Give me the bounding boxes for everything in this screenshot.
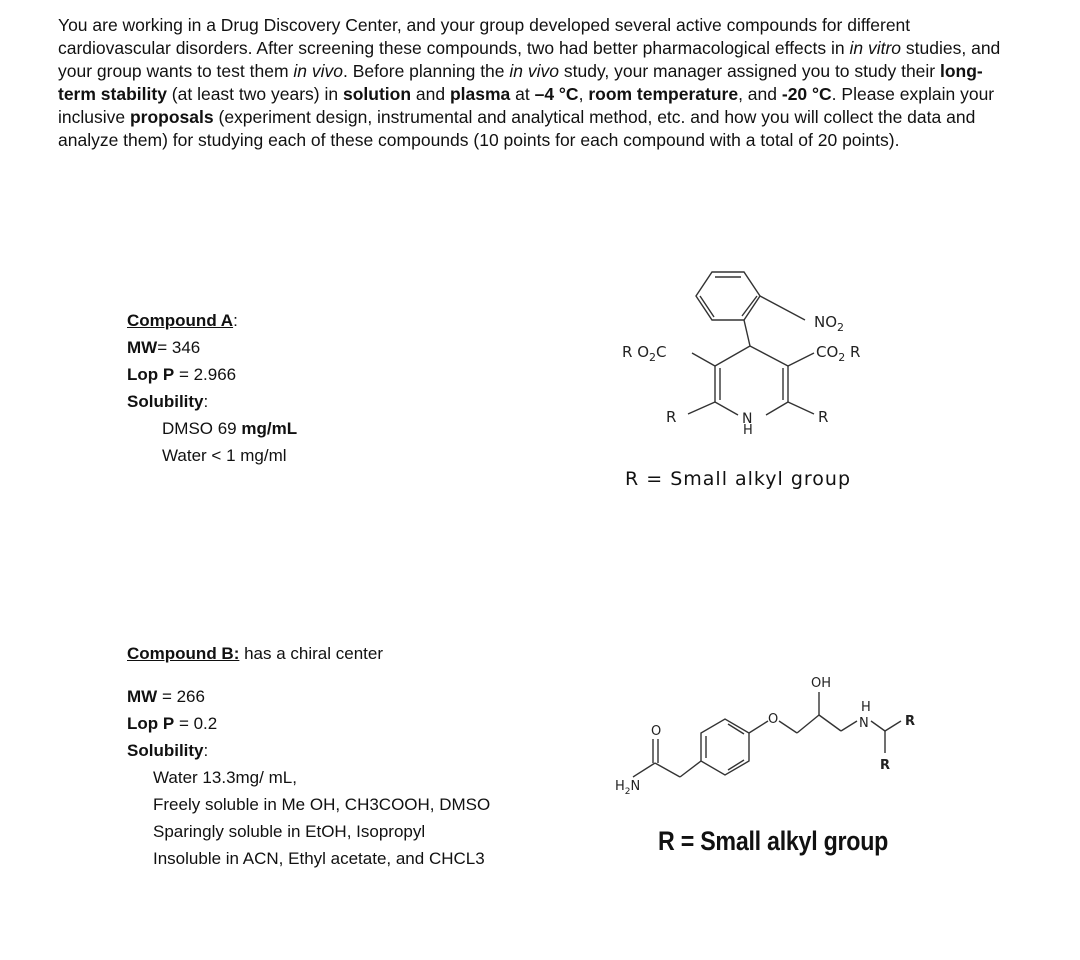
compound-b-mw xyxy=(127,683,490,710)
solution-bold: solution xyxy=(342,84,412,104)
r-left-label: R xyxy=(666,408,677,426)
logp-label: Lop P xyxy=(127,365,175,384)
temperature-bold: –4 °C xyxy=(534,84,579,104)
compound-a-logp xyxy=(127,361,297,388)
compound-b-properties xyxy=(127,640,490,872)
solubility-line: Insoluble in ACN, Ethyl acetate, and CHCL3 xyxy=(153,849,485,868)
compound-b-structure xyxy=(605,665,935,805)
dmso-unit: mg/mL xyxy=(241,419,298,438)
intro-text: You are working in a Drug Discovery Center, and your group developed several active compounds for different cardiovascular disorders. After screening these compounds, two had better pharmacological effects in xyxy=(58,15,911,58)
intro-text: study, your manager assigned you to study their xyxy=(559,61,940,81)
intro-text: at xyxy=(510,84,535,104)
colon: : xyxy=(233,311,238,330)
compound-a-water: Water < 1 mg/ml xyxy=(162,446,287,465)
compound-a-caption: R = Small alkyl group xyxy=(625,468,852,490)
benzene-ring xyxy=(696,272,760,320)
logp-value: = 0.2 xyxy=(174,714,218,733)
colon: : xyxy=(203,741,209,760)
solubility-line: Freely soluble in Me OH, CH3COOH, DMSO xyxy=(153,795,491,814)
intro-text: and xyxy=(411,84,450,104)
r-top-label: R xyxy=(905,714,916,729)
intro-text: , xyxy=(578,84,589,104)
dmso-text: DMSO 69 xyxy=(162,419,242,438)
carbonyl-oxygen-label: O xyxy=(651,724,662,739)
nitrogen-label: N xyxy=(742,411,753,427)
mw-value: = 346 xyxy=(157,338,201,357)
intro-text: . Please explain your inclusive xyxy=(58,84,995,127)
chiral-note: has a chiral center xyxy=(239,644,383,663)
logp-label: Lop P xyxy=(127,714,175,733)
compound-a-title xyxy=(127,307,297,334)
in-vitro-italic: in vitro xyxy=(849,38,902,58)
ether-oxygen-label: O xyxy=(768,712,779,727)
compound-a-solubility xyxy=(127,388,297,415)
compound-a-mw xyxy=(127,334,297,361)
compound-a-dmso xyxy=(127,415,297,442)
intro-text: (at least two years) in xyxy=(166,84,343,104)
intro-text: . Before planning the xyxy=(343,61,510,81)
temperature-bold: room temperature xyxy=(588,84,739,104)
compound-a-structure xyxy=(600,250,900,440)
compound-a-heading: Compound A xyxy=(127,311,234,330)
in-vivo-italic: in vivo xyxy=(509,61,559,81)
mw-label: MW xyxy=(127,687,158,706)
solubility-line: Sparingly soluble in EtOH, Isopropyl xyxy=(153,822,426,841)
question-paragraph xyxy=(58,14,1018,152)
nh-hydrogen-label: H xyxy=(861,700,871,715)
logp-value: = 2.966 xyxy=(174,365,237,384)
compound-b-heading: Compound B: xyxy=(127,644,240,663)
solubility-label: Solubility xyxy=(127,741,204,760)
intro-text: studies, and your group wants to test them xyxy=(58,38,1001,81)
temperature-bold: -20 °C xyxy=(781,84,832,104)
colon: : xyxy=(203,392,209,411)
no2-label: $NO_2$ xyxy=(814,313,845,334)
nh-hydrogen-label: H xyxy=(743,423,753,438)
ester-right-label: $CO_2$ R xyxy=(816,343,861,364)
benzene-ring xyxy=(701,719,749,775)
mw-label: MW xyxy=(127,338,158,357)
solubility-line: Water 13.3mg/ mL, xyxy=(153,768,297,787)
long-term-stability-bold: long-term stability xyxy=(58,61,983,104)
amine-label: $H_2N$ xyxy=(615,779,641,797)
amine-nitrogen-label: N xyxy=(859,716,869,731)
compound-a-properties xyxy=(127,307,297,469)
solubility-label: Solubility xyxy=(127,392,204,411)
compound-b-title xyxy=(127,640,490,667)
r-bottom-label: R xyxy=(880,758,891,773)
compound-b-caption: R = Small alkyl group xyxy=(658,826,889,856)
intro-text: , and xyxy=(738,84,782,104)
compound-b-logp xyxy=(127,710,490,737)
plasma-bold: plasma xyxy=(449,84,511,104)
ester-left-label: R $O_2C$ xyxy=(622,343,667,364)
intro-text: (experiment design, instrumental and analytical method, etc. and how you will collect the data and analyze them) for studying each of these compounds (10 points for each compound with a total of 20 points). xyxy=(58,107,976,150)
r-right-label: R xyxy=(818,408,829,426)
hydroxyl-label: OH xyxy=(811,676,832,691)
mw-value: = 266 xyxy=(157,687,205,706)
compound-b-solubility xyxy=(127,737,490,764)
proposals-bold: proposals xyxy=(129,107,214,127)
in-vivo-italic: in vivo xyxy=(293,61,344,81)
